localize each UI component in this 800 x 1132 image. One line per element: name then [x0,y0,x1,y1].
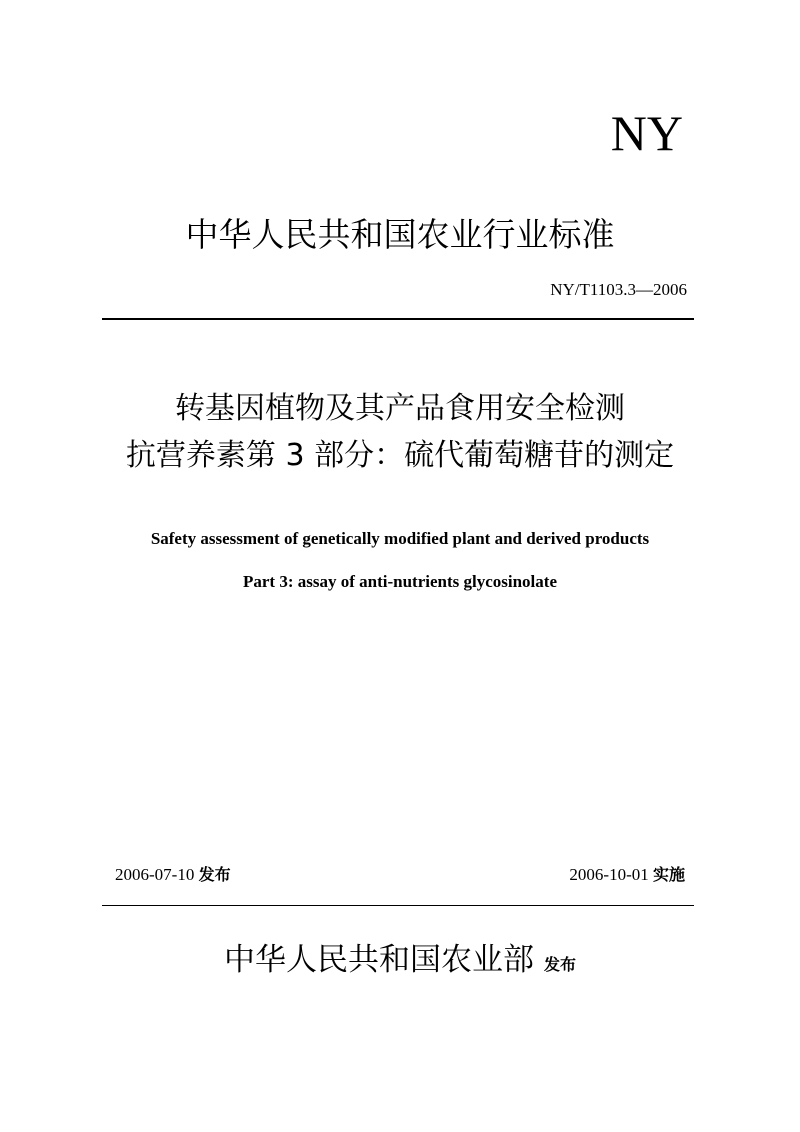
footer-divider [102,905,694,906]
english-title-line-1: Safety assessment of genetically modified plant and derived products [150,529,650,548]
issue-date-label: 发布 [198,865,231,884]
implementation-date-value: 2006-10-01 [569,865,649,884]
standard-type-title: 中华人民共和国农业行业标准 [185,215,615,254]
issuer-release-label: 发布 [543,955,576,974]
standard-code: NY [610,105,683,161]
implementation-date-label: 实施 [652,865,685,884]
header-divider [102,318,694,320]
chinese-title-line-2: 抗营养素第 3 部分：硫代葡萄糖苷的测定 [125,438,675,473]
issue-date [115,864,231,886]
english-title-line-2: Part 3: assay of anti-nutrients glycosinolate [242,572,557,591]
issuer-line [0,938,800,988]
issuing-authority: 中华人民共和国农业部 [223,942,534,978]
chinese-title-line-1: 转基因植物及其产品食用安全检测 [175,391,625,426]
issue-date-value: 2006-07-10 [115,865,195,884]
implementation-date [569,864,685,886]
standard-number: NY/T1103.3—2006 [550,280,687,299]
